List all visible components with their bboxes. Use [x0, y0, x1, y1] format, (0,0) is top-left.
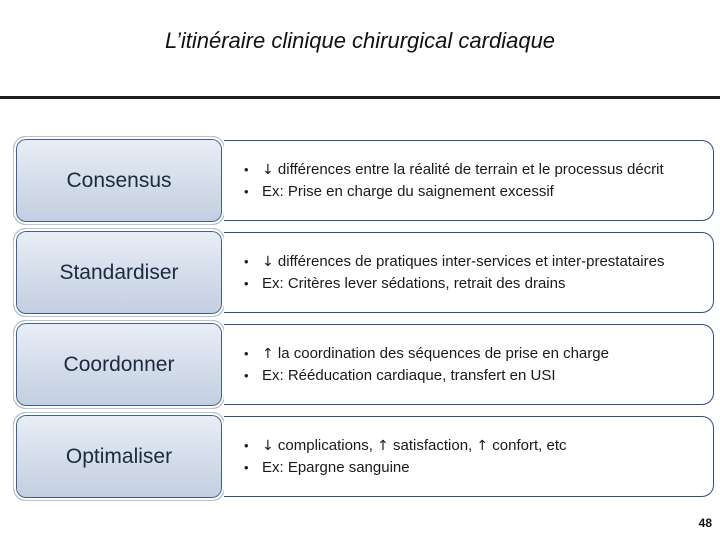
bullet-item	[242, 345, 697, 363]
description-box-consensus	[224, 140, 714, 221]
slide-title: L’itinéraire clinique chirurgical cardiaque	[164, 28, 556, 53]
down-arrow-icon: ↓	[262, 253, 274, 270]
bullet-text: Ex: Prise en charge du saignement excessif	[262, 182, 554, 200]
bullet-dot-icon: •	[244, 183, 249, 199]
bullet-item	[242, 437, 697, 455]
down-arrow-icon: ↓	[262, 437, 274, 454]
bullet-item	[242, 253, 697, 271]
row-coordonner	[14, 321, 714, 408]
description-box-standardiser	[224, 232, 714, 313]
bullet-text: complications,	[273, 436, 378, 454]
up-arrow-icon: ↑	[476, 437, 489, 454]
up-arrow-icon: ↑	[377, 437, 389, 454]
bullet-dot-icon: •	[244, 367, 249, 383]
bullet-text: satisfaction,	[388, 436, 477, 454]
bullet-dot-icon: •	[244, 161, 249, 177]
bullet-text: confort, etc	[488, 436, 567, 454]
bullet-dot-icon: •	[244, 345, 249, 361]
bullet-item	[242, 459, 697, 477]
label-box-coordonner: Coordonner	[14, 321, 224, 408]
bullet-item	[242, 275, 697, 293]
bullet-text: différences entre la réalité de terrain et le processus décrit	[273, 160, 664, 178]
description-box-coordonner	[224, 324, 714, 405]
label-box-standardiser: Standardiser	[14, 229, 224, 316]
bullet-item	[242, 183, 697, 201]
bullet-dot-icon: •	[244, 253, 249, 269]
down-arrow-icon: ↓	[262, 161, 274, 178]
bullet-dot-icon: •	[244, 437, 249, 453]
bullet-item	[242, 367, 697, 385]
bullet-text: différences de pratiques inter-services et inter-prestataires	[273, 252, 665, 270]
description-box-optimaliser	[224, 416, 714, 497]
up-arrow-icon: ↑	[262, 345, 274, 362]
page-number: 48	[698, 516, 712, 530]
bullet-text: la coordination des séquences de prise en charge	[273, 344, 609, 362]
bullet-item	[242, 161, 697, 179]
label-box-optimaliser: Optimaliser	[14, 413, 224, 500]
bullet-text: Ex: Epargne sanguine	[262, 458, 410, 476]
bullet-dot-icon: •	[244, 275, 249, 291]
row-optimaliser	[14, 413, 714, 500]
row-consensus	[14, 137, 714, 224]
bullet-text: Ex: Rééducation cardiaque, transfert en USI	[262, 366, 556, 384]
bullet-text: Ex: Critères lever sédations, retrait des drains	[262, 274, 566, 292]
row-standardiser	[14, 229, 714, 316]
bullet-dot-icon: •	[244, 459, 249, 475]
title-divider	[0, 96, 720, 99]
label-box-consensus: Consensus	[14, 137, 224, 224]
